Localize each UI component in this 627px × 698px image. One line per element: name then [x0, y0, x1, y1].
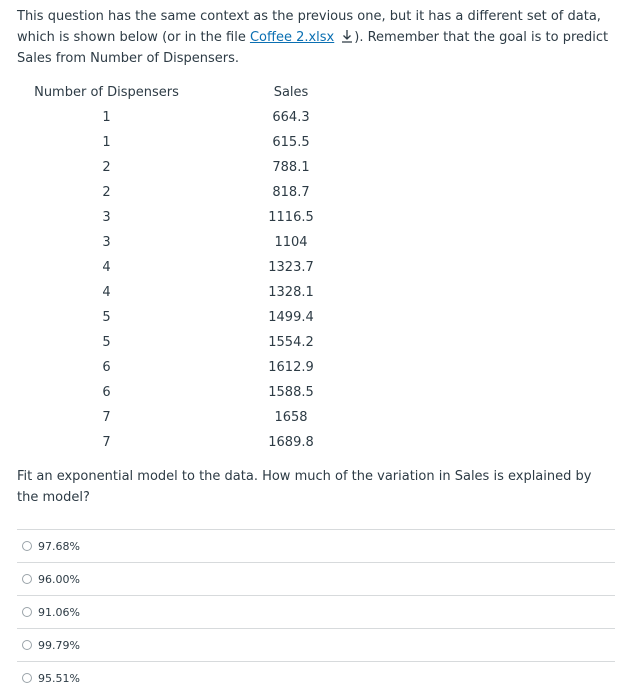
dispensers-cell: 5	[102, 335, 111, 350]
question-text-after-link: ). Remember that the goal is to predict Sales from Number of Dispensers.	[17, 30, 609, 66]
sales-cell: 615.5	[272, 135, 310, 150]
table-row	[26, 305, 347, 330]
answer-label: 91.06%	[38, 605, 80, 619]
question-text	[17, 6, 617, 69]
answer-option[interactable]	[17, 661, 615, 694]
data-table	[26, 80, 347, 455]
sales-cell: 818.7	[272, 185, 310, 200]
sales-cell: 1588.5	[268, 385, 314, 400]
table-row	[26, 430, 347, 455]
dispensers-cell: 3	[102, 235, 111, 250]
dispensers-cell: 2	[102, 185, 111, 200]
answer-label: 95.51%	[38, 671, 80, 685]
column-header-sales: Sales	[273, 85, 309, 100]
radio-button[interactable]	[22, 607, 32, 617]
table-row	[26, 280, 347, 305]
dispensers-cell: 6	[102, 360, 111, 375]
prompt-text: Fit an exponential model to the data. How much of the variation in Sales is explained by the model?	[17, 469, 592, 505]
sales-cell: 1499.4	[268, 310, 314, 325]
dispensers-cell: 3	[102, 210, 111, 225]
table-header-row	[26, 80, 347, 105]
dispensers-cell: 4	[102, 285, 111, 300]
table-row	[26, 405, 347, 430]
answer-label: 97.68%	[38, 539, 80, 553]
answer-list	[17, 529, 615, 694]
table-row	[26, 255, 347, 280]
table-row	[26, 205, 347, 230]
sales-cell: 664.3	[272, 110, 310, 125]
table-row	[26, 330, 347, 355]
table-row	[26, 155, 347, 180]
dispensers-cell: 2	[102, 160, 111, 175]
radio-button[interactable]	[22, 673, 32, 683]
question-text-before-link: This question has the same context as the previous one, but it has a different set of data, which is shown below (or in the file	[17, 9, 601, 45]
dispensers-cell: 6	[102, 385, 111, 400]
download-icon[interactable]	[340, 29, 354, 43]
sales-cell: 1104	[274, 235, 308, 250]
table-row	[26, 130, 347, 155]
sales-cell: 1612.9	[268, 360, 314, 375]
table-row	[26, 380, 347, 405]
dispensers-cell: 4	[102, 260, 111, 275]
dispensers-cell: 1	[102, 135, 111, 150]
dispensers-cell: 7	[102, 435, 111, 450]
answer-label: 96.00%	[38, 572, 80, 586]
table-row	[26, 230, 347, 255]
answer-option[interactable]	[17, 628, 615, 661]
sales-cell: 1323.7	[268, 260, 314, 275]
table-row	[26, 355, 347, 380]
answer-option[interactable]	[17, 595, 615, 628]
sales-cell: 1689.8	[268, 435, 314, 450]
answer-label: 99.79%	[38, 638, 80, 652]
dispensers-cell: 5	[102, 310, 111, 325]
radio-button[interactable]	[22, 640, 32, 650]
answer-option[interactable]	[17, 562, 615, 595]
table-row	[26, 105, 347, 130]
column-header-dispensers: Number of Dispensers	[34, 85, 179, 100]
dispensers-cell: 7	[102, 410, 111, 425]
radio-button[interactable]	[22, 574, 32, 584]
sales-cell: 1116.5	[268, 210, 314, 225]
radio-button[interactable]	[22, 541, 32, 551]
sales-cell: 1554.2	[268, 335, 314, 350]
table-row	[26, 180, 347, 205]
sales-cell: 788.1	[272, 160, 310, 175]
answer-option[interactable]	[17, 529, 615, 562]
file-link-coffee-2[interactable]: Coffee 2.xlsx	[249, 30, 335, 45]
sales-cell: 1658	[274, 410, 308, 425]
dispensers-cell: 1	[102, 110, 111, 125]
sales-cell: 1328.1	[268, 285, 314, 300]
